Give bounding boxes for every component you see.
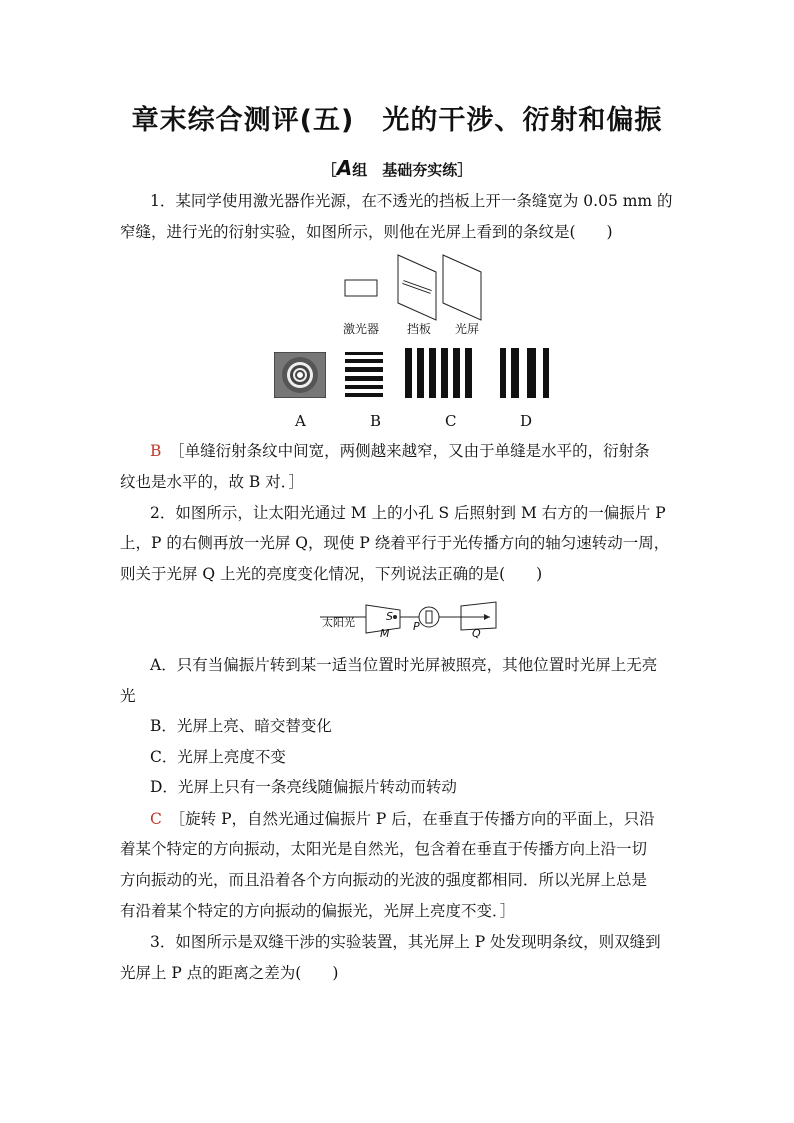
option-d-pattern — [500, 348, 550, 398]
q1-exp-1: ［单缝衍射条纹中间宽，两侧越来越窄，又由于单缝是水平的，衍射条 — [176, 442, 650, 460]
q1-answer: B — [150, 442, 162, 460]
section-text: 组 基础夯实练 — [352, 161, 458, 179]
label-s: S — [386, 610, 393, 623]
q1-explanation-line-1 — [150, 441, 676, 461]
option-d-label: D — [520, 412, 533, 430]
label-laser: 激光器 — [343, 322, 380, 336]
label-q: Q — [472, 627, 481, 640]
q1-line-2: 窄缝，进行光的衍射实验，如图所示，则他在光屏上看到的条纹是( ) — [120, 223, 613, 241]
q2-line-2: 上，P 的右侧再放一光屏 Q，现使 P 绕着平行于光传播方向的轴匀速转动一周， — [120, 534, 670, 552]
q2-exp-1: ［旋转 P，自然光通过偏振片 P 后，在垂直于传播方向的平面上，只沿 — [177, 810, 655, 828]
q2-option-a-line-1: A．只有当偏振片转到某一适当位置时光屏被照亮，其他位置时光屏上无亮 — [150, 656, 658, 674]
light-screen — [443, 255, 481, 320]
q2-line-1: 2．如图所示，让太阳光通过 M 上的小孔 S 后照射到 M 右方的一偏振片 P — [150, 504, 666, 522]
page-title: 章末综合测评(五) 光的干涉、衍射和偏振 — [131, 105, 663, 136]
q3-line-2: 光屏上 P 点的距离之差为( ) — [120, 964, 339, 982]
option-a-pattern — [274, 352, 326, 398]
q2-option-b: B．光屏上亮、暗交替变化 — [150, 717, 332, 735]
screen-q — [461, 602, 496, 630]
label-sun: 太阳光 — [322, 616, 355, 629]
section-letter: A — [336, 156, 353, 180]
label-board: 挡板 — [407, 322, 432, 336]
q2-option-c: C．光屏上亮度不变 — [150, 748, 286, 766]
laser-box — [345, 280, 377, 296]
option-b-pattern — [345, 352, 383, 398]
option-a-label: A — [295, 412, 306, 430]
q2-option-d: D．光屏上只有一条亮线随偏振片转动而转动 — [150, 778, 457, 796]
q1-line-1: 1．某同学使用激光器作光源，在不透光的挡板上开一条缝宽为 0.05 mm 的 — [150, 192, 673, 210]
section-heading — [0, 156, 794, 180]
section-bracket-close: ］ — [457, 161, 473, 179]
q2-explanation-line-2: 着某个特定的方向振动，太阳光是自然光，包含着在垂直于传播方向上沿一切 — [120, 840, 648, 858]
q2-explanation-line-4: 有沿着某个特定的方向振动的偏振光，光屏上亮度不变．］ — [120, 902, 516, 920]
option-c-pattern — [405, 348, 473, 398]
q2-answer: C — [150, 810, 162, 828]
q1-explanation-line-2: 纹也是水平的，故 B 对．］ — [120, 473, 304, 491]
q2-explanation-line-3: 方向振动的光，而且沿着各个方向振动的光波的强度都相同．所以光屏上总是 — [120, 871, 648, 889]
option-c-label: C — [445, 412, 457, 430]
option-b-label: B — [370, 412, 382, 430]
q2-explanation-line-1 — [150, 809, 676, 829]
label-p: P — [413, 620, 420, 633]
label-screen: 光屏 — [455, 322, 480, 336]
q3-line-1: 3．如图所示是双缝干涉的实验装置，其光屏上 P 处发现明条纹，则双缝到 — [150, 933, 661, 951]
label-m: M — [380, 627, 390, 640]
section-bracket-open: ［ — [321, 161, 337, 179]
q2-option-a-line-2: 光 — [120, 687, 136, 705]
q2-line-3: 则关于光屏 Q 上光的亮度变化情况，下列说法正确的是( ) — [120, 565, 543, 583]
